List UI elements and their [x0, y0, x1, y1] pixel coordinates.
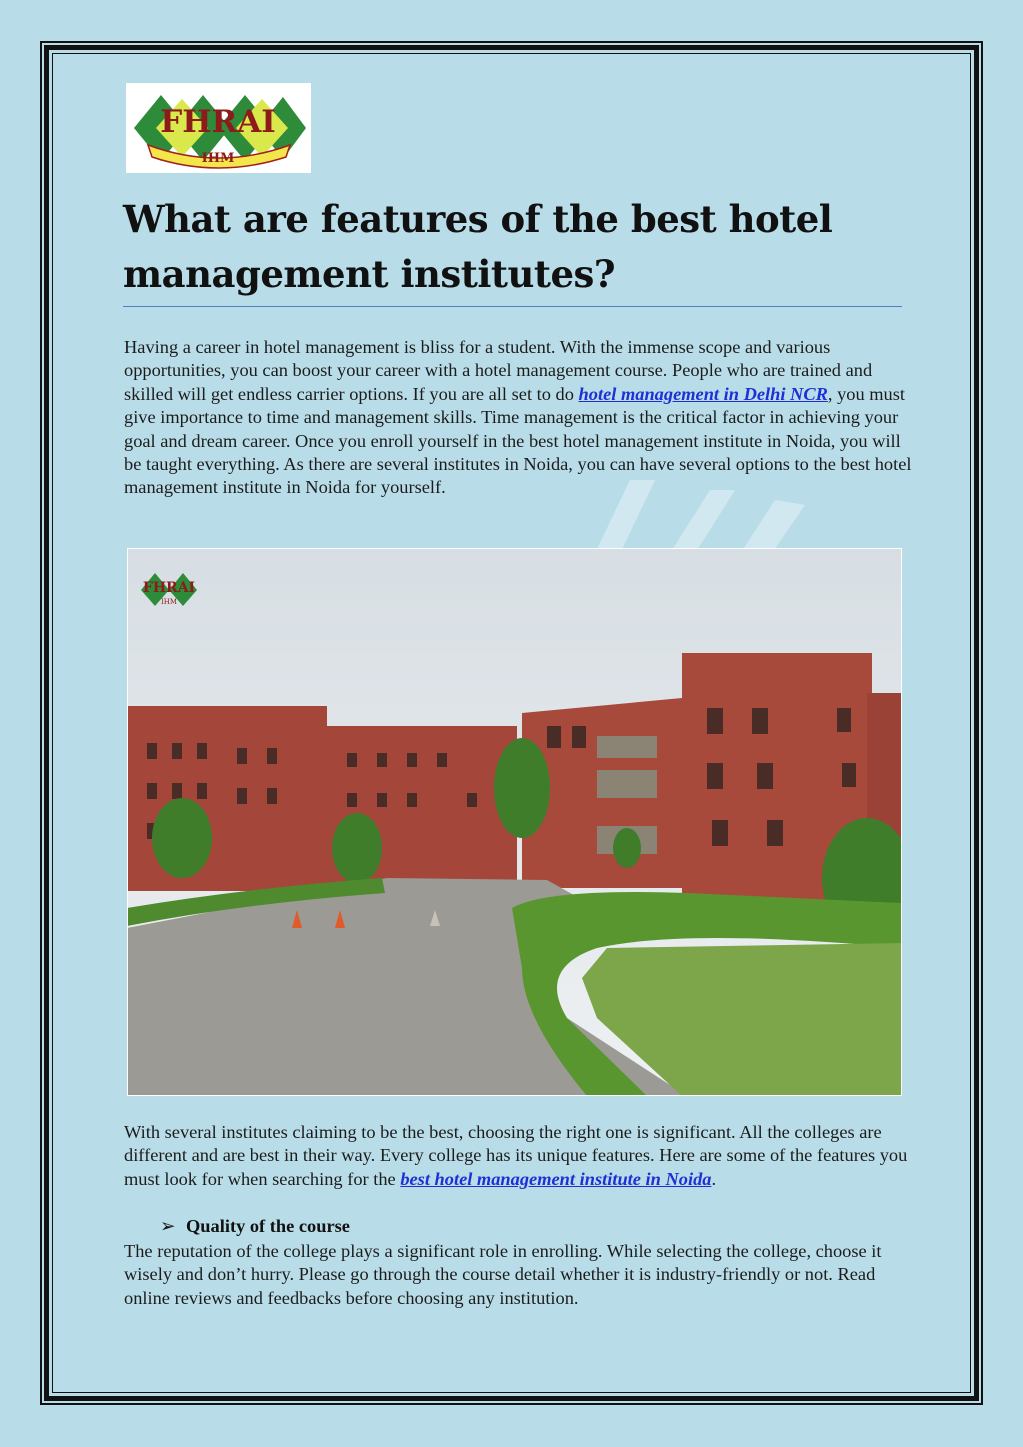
features-paragraph	[124, 1121, 914, 1191]
features-text-start: With several institutes claiming to be the best, choosing the right one is significant. All the colleges are different and are best in their way. Every college has its unique features. Here are some of the features you must look for when searching for the	[124, 1122, 908, 1189]
page-title	[123, 192, 903, 302]
arrow-bullet-icon: ➢	[160, 1216, 176, 1236]
photo-logo-text: FHRAI	[142, 580, 196, 596]
title-underline	[123, 306, 902, 307]
campus-photo	[127, 548, 902, 1096]
logo-text: FHRAI	[160, 104, 276, 140]
intro-paragraph	[124, 336, 914, 500]
bullet-quality-of-course	[160, 1215, 350, 1238]
intro-text-start: Having a career in hotel management is bliss for a student. With the immense scope and various opportunities, you can boost your career with a hotel management course. People who are trained and skilled will get endless carrier options. If you are all set to do	[124, 337, 873, 404]
features-text-end: .	[711, 1168, 717, 1189]
page-title-line2: management institutes?	[123, 252, 616, 296]
bullet-label: Quality of the course	[186, 1216, 350, 1236]
intro-text-end: , you must give importance to time and management skills. Time management is the critical factor in achieving your goal and dream career. Once you enroll yourself in the best hotel management institute in Noida, you will be taught everything. As there are several institutes in Noida, you can have several options to the best hotel management institute in Noida for yourself.	[124, 383, 912, 498]
page-title-line1: What are features of the best hotel	[123, 197, 833, 241]
hotel-management-delhi-ncr-link[interactable]: hotel management in Delhi NCR	[578, 383, 828, 404]
photo-logo-subtext: IHM	[160, 598, 178, 606]
logo-subtext: IHM	[201, 151, 235, 166]
fhrai-logo	[126, 83, 311, 173]
best-hotel-management-noida-link[interactable]: best hotel management institute in Noida	[400, 1168, 712, 1189]
quality-paragraph: The reputation of the college plays a significant role in enrolling. While selecting the college, choose it wisely and don’t hurry. Please go through the course detail whether it is industry-friendly or not. Read online reviews and feedbacks before choosing any institution.	[124, 1241, 882, 1308]
